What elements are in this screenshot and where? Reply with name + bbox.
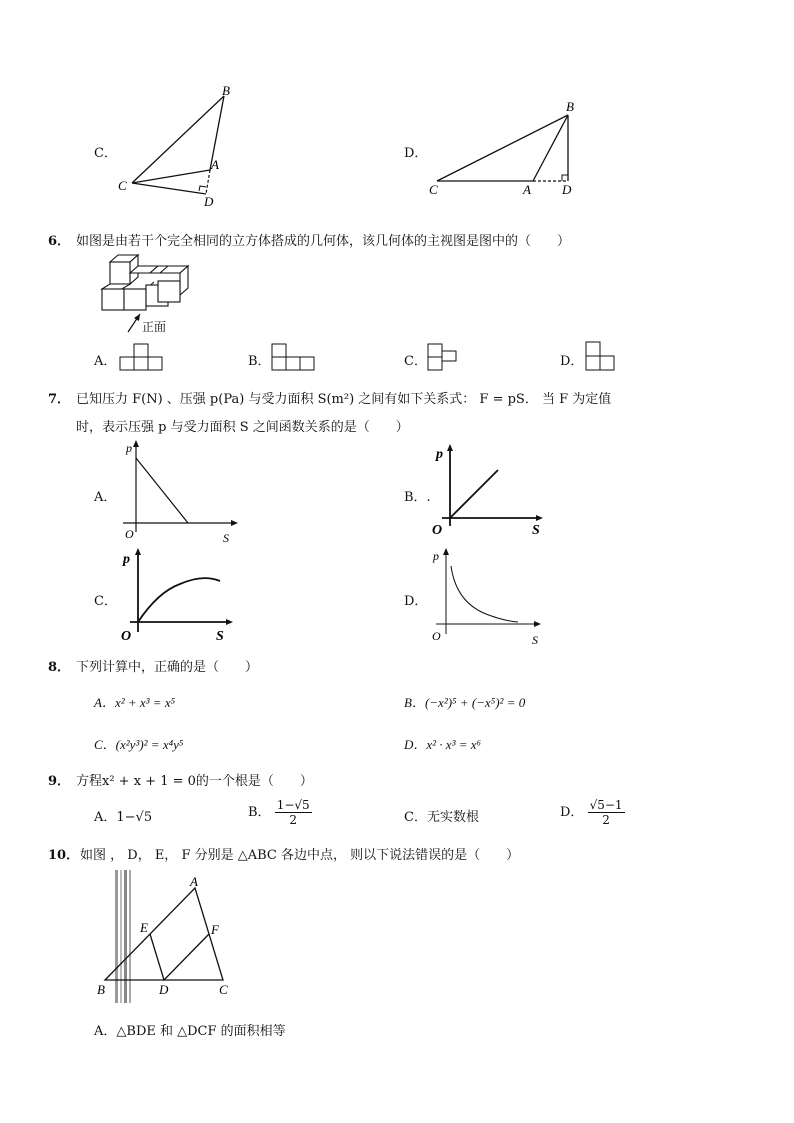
option-d-label[interactable]: D． [404, 146, 428, 161]
point-b-label: B [566, 99, 574, 114]
q6-option-d-label[interactable]: D． [560, 354, 584, 369]
triangle-abc-figure [95, 868, 245, 1003]
q9-option-b-numerator: 1−√5 [276, 798, 310, 812]
q9-option-d-denominator: 2 [602, 813, 610, 827]
point-b-label: B [97, 982, 105, 997]
origin-label: O [432, 523, 443, 538]
y-axis-label: p [436, 447, 443, 462]
q7-option-a-label[interactable]: A． [94, 490, 117, 505]
q9-option-d-numerator: √5−1 [589, 798, 623, 812]
q7-option-d-label[interactable]: D． [404, 594, 428, 609]
point-c-label: C [219, 982, 228, 997]
point-d-label: D [562, 182, 572, 197]
point-a-label: A [211, 157, 219, 172]
triangle-figure-d [425, 95, 590, 200]
q8-text: 下列计算中，正确的是（ ） [76, 660, 259, 675]
q7-option-b-label[interactable]: B．. [404, 490, 431, 505]
q6-number: 6． [48, 234, 71, 249]
q7-option-c-label[interactable]: C． [94, 594, 117, 609]
q9-option-c[interactable]: C．无实数根 [404, 810, 479, 825]
q9-option-a[interactable]: A．1−√5 [94, 810, 153, 825]
point-c-label: C [118, 178, 127, 193]
q8-option-c[interactable]: C．(x²y³)² = x⁴y⁵ [94, 737, 184, 752]
y-axis-label: p [433, 549, 439, 563]
point-b-label: B [222, 83, 230, 98]
q7-number: 7． [48, 392, 71, 407]
origin-label: O [125, 527, 134, 541]
triangle-figure-c [110, 80, 250, 210]
q10-option-a[interactable]: A．△BDE 和 △DCF 的面积相等 [94, 1024, 286, 1039]
point-d-label: D [159, 982, 169, 997]
q6-option-a-label[interactable]: A． [94, 354, 117, 369]
q6-option-c-label[interactable]: C． [404, 354, 427, 369]
q8-number: 8． [48, 660, 71, 675]
x-axis-label: S [532, 523, 540, 538]
q7-line1: 已知压力 F(N) 、压强 p(Pa) 与受力面积 S(m²) 之间有如下关系式： F = pS． 当 F 为定值 [76, 392, 612, 407]
q10-text: 如图 ， D， E， F 分别是 △ABC 各边中点， 则以下说法错误的是（ ） [80, 848, 520, 863]
x-axis-label: S [223, 531, 229, 545]
q9-option-b[interactable] [248, 798, 312, 827]
point-a-label: A [523, 182, 531, 197]
q6-option-d-figure[interactable] [584, 340, 618, 372]
q6-option-a-figure[interactable] [118, 342, 164, 372]
q7-graph-a[interactable] [118, 436, 248, 548]
option-c-label[interactable]: C． [94, 146, 117, 161]
q6-option-c-figure[interactable] [426, 342, 460, 372]
point-d-label: D [204, 194, 214, 209]
origin-label: O [121, 629, 132, 644]
q6-text: 如图是由若干个完全相同的立方体搭成的几何体，该几何体的主视图是图中的（ ） [76, 234, 571, 249]
front-view-label: 正面 [142, 320, 167, 334]
point-c-label: C [429, 182, 438, 197]
point-a-label: A [190, 874, 198, 889]
x-axis-label: S [216, 629, 224, 644]
q8-option-b[interactable]: B．(−x²)⁵ + (−x⁵)² = 0 [404, 695, 526, 710]
q10-number: 10． [48, 848, 80, 863]
q6-option-b-figure[interactable] [270, 342, 320, 372]
point-e-label: E [140, 920, 148, 935]
y-axis-label: p [123, 552, 130, 567]
y-axis-label: p [126, 441, 132, 455]
q9-number: 9． [48, 774, 71, 789]
q7-line2: 时，表示压强 p 与受力面积 S 之间函数关系的是（ ） [76, 420, 409, 435]
x-axis-label: S [532, 633, 538, 647]
q7-graph-b[interactable] [426, 440, 551, 540]
q7-graph-d[interactable] [426, 544, 551, 648]
q9-option-b-denominator: 2 [289, 813, 298, 827]
q9-option-d[interactable] [560, 798, 625, 827]
q9-text: 方程x² + x + 1 = 0的一个根是（ ） [76, 774, 313, 789]
q7-graph-c[interactable] [118, 546, 243, 646]
q6-option-b-label[interactable]: B． [248, 354, 271, 369]
q9-option-b-label: B． [248, 805, 271, 820]
origin-label: O [432, 629, 441, 643]
q8-option-a[interactable]: A．x² + x³ = x⁵ [94, 695, 176, 710]
point-f-label: F [211, 922, 219, 937]
q9-option-d-label: D． [560, 805, 584, 820]
q8-option-d[interactable]: D．x² · x³ = x⁶ [404, 737, 482, 752]
